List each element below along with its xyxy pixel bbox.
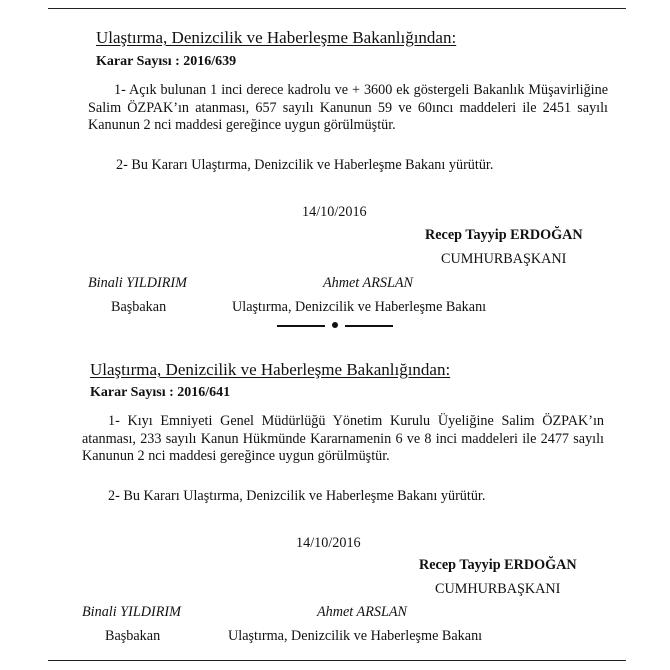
decision-2-heading: Ulaştırma, Denizcilik ve Haberleşme Bakanlığından: (90, 360, 451, 379)
decision-1-heading: Ulaştırma, Denizcilik ve Haberleşme Bakanlığından: (96, 28, 457, 47)
decision-1-signatory-1-title: Başbakan (111, 299, 167, 315)
decision-2-signatory-1-name: Binali YILDIRIM (82, 604, 181, 620)
separator-dot (332, 322, 338, 328)
decision-1-signatory-2-name: Ahmet ARSLAN (323, 275, 413, 291)
decision-1-signatory-1-name: Binali YILDIRIM (88, 275, 187, 291)
decision-2-date: 14/10/2016 (296, 535, 361, 551)
decision-2-signatory-1-title: Başbakan (105, 628, 161, 644)
decision-1-number: Karar Sayısı : 2016/639 (96, 54, 237, 69)
decision-1-article-2: 2- Bu Kararı Ulaştırma, Denizcilik ve Haberleşme Bakanı yürütür. (116, 157, 494, 173)
decision-2-article-2: 2- Bu Kararı Ulaştırma, Denizcilik ve Haberleşme Bakanı yürütür. (108, 488, 486, 504)
decision-2-president-name: Recep Tayyip ERDOĞAN (419, 557, 577, 573)
decision-2-signatory-2-name: Ahmet ARSLAN (317, 604, 407, 620)
separator-left-bar (277, 325, 325, 327)
decision-2-president-title: CUMHURBAŞKANI (435, 581, 561, 597)
decision-1-date: 14/10/2016 (302, 204, 367, 220)
decision-1-article-1: 1- Açık bulunan 1 inci derece kadrolu ve + 3600 ek göstergeli Bakanlık Müşavirliğine Salim ÖZPAK’ın atanması, 657 sayılı Kanunun 59 ve 60ıncı maddeleri ile 2451 sayılı Kanunun 2 nci maddesi gereğince uygun görülmüştür. (88, 82, 608, 133)
bottom-rule (48, 660, 626, 661)
separator-right-bar (345, 325, 393, 327)
decision-2-signatory-2-title: Ulaştırma, Denizcilik ve Haberleşme Bakanı (228, 628, 483, 644)
decision-1-president-title: CUMHURBAŞKANI (441, 251, 567, 267)
decision-2-number: Karar Sayısı : 2016/641 (90, 385, 231, 400)
top-rule (48, 8, 626, 9)
decision-2-article-1: 1- Kıyı Emniyeti Genel Müdürlüğü Yönetim Kurulu Üyeliğine Salim ÖZPAK’ın atanması, 233 sayılı Kanun Hükmünde Kararnamenin 6 ve 8 inci maddeleri ile 2477 sayılı Kanunun 2 nci maddesi gereğince uygun görülmüştür. (82, 413, 604, 464)
section-separator (277, 318, 393, 332)
decision-1-president-name: Recep Tayyip ERDOĞAN (425, 227, 583, 243)
decision-1-signatory-2-title: Ulaştırma, Denizcilik ve Haberleşme Bakanı (232, 299, 487, 315)
